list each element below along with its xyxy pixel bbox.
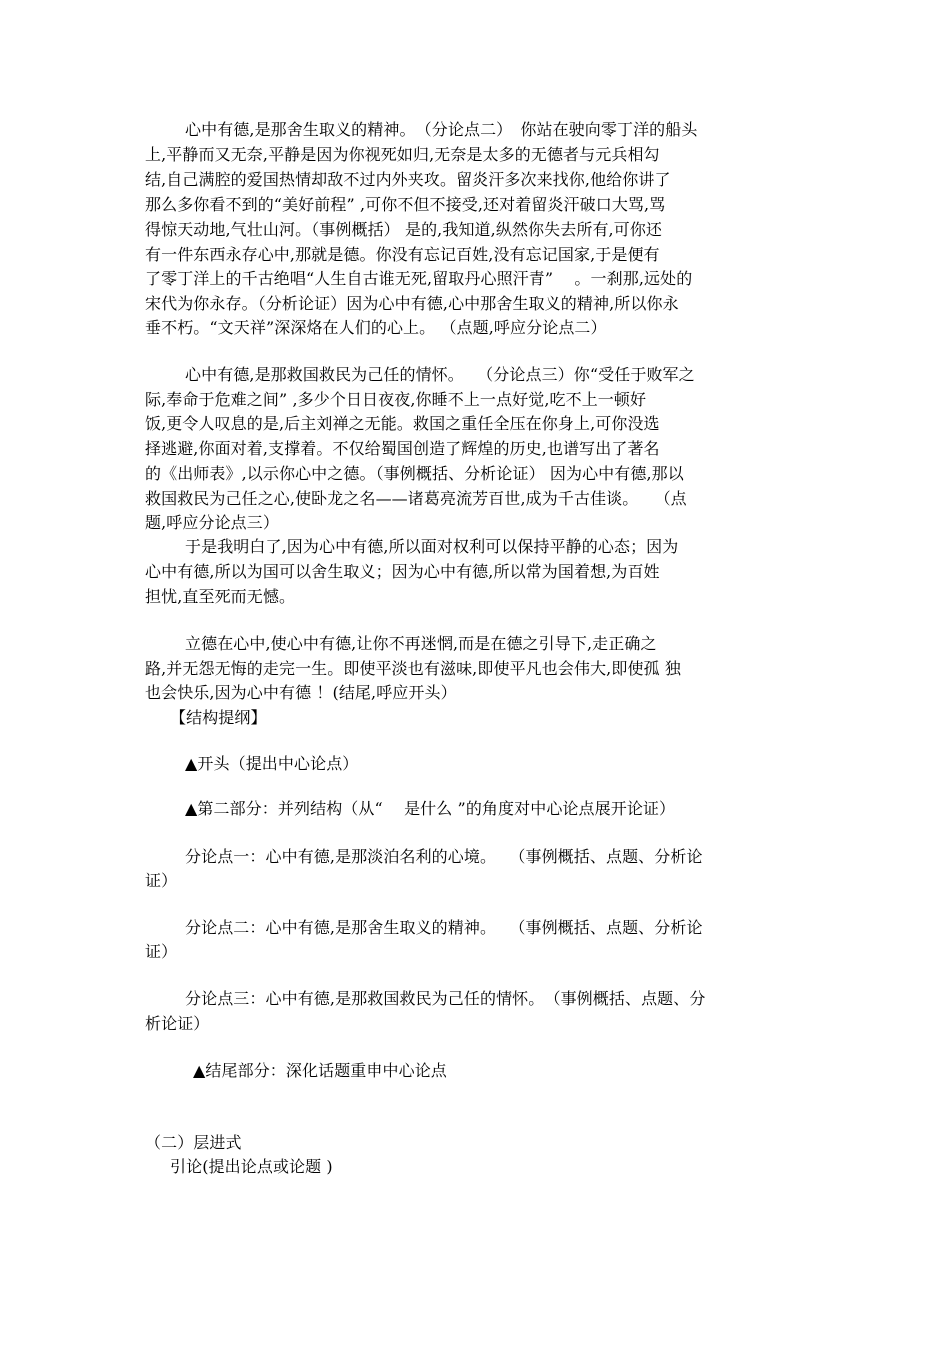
outline-item: 分论点一：心中有德,是那淡泊名利的心境。 （事例概括、点题、分析论 (185, 847, 703, 866)
outline-item: ▲开头（提出中心论点） (185, 754, 359, 773)
body-text-line: 的《出师表》,以示你心中之德。（事例概括、分析论证） 因为心中有德,那以 (145, 464, 684, 483)
body-text-line: 得惊天动地,气壮山河。（事例概括） 是的,我知道,纵然你失去所有,可你还 (145, 220, 663, 239)
body-text-line: 心中有德,所以为国可以舍生取义；因为心中有德,所以常为国着想,为百姓 (145, 562, 660, 581)
body-text-line: 结,自己满腔的爱国热情却敌不过内外夹攻。留炎汗多次来找你,他给你讲了 (145, 170, 671, 189)
outline-item: 分论点二：心中有德,是那舍生取义的精神。 （事例概括、点题、分析论 (185, 918, 703, 937)
outline-item: 析论证） (145, 1014, 210, 1033)
section-heading: 引论(提出论点或论题 ) (170, 1157, 333, 1176)
body-text-line: 有一件东西永存心中,那就是德。你没有忘记百姓,没有忘记国家,于是便有 (145, 245, 660, 264)
body-text-line: 际,奉命于危难之间” ,多少个日日夜夜,你睡不上一点好觉,吃不上一顿好 (145, 390, 647, 409)
body-text-line: 于是我明白了,因为心中有德,所以面对权利可以保持平静的心态；因为 (185, 537, 679, 556)
body-text-line: 那么多你看不到的“美好前程” ,可你不但不接受,还对着留炎汗破口大骂,骂 (145, 195, 666, 214)
outline-item: ▲结尾部分：深化话题重申中心论点 (193, 1061, 447, 1080)
outline-item: 证） (145, 871, 178, 890)
body-text-line: 垂不朽。“文天祥”深深烙在人们的心上。 （点题,呼应分论点二） (145, 318, 607, 337)
section-heading: 【结构提纲】 (170, 708, 267, 727)
body-text-line: 路,并无怨无悔的走完一生。即使平淡也有滋味,即使平凡也会伟大,即使孤 独 (145, 659, 681, 678)
outline-item: ▲第二部分：并列结构（从“ 是什么 ”的角度对中心论点展开论证） (185, 799, 676, 818)
body-text-line: 题,呼应分论点三） (145, 513, 279, 532)
body-text-line: 心中有德,是那救国救民为己任的情怀。 （分论点三）你“受任于败军之 (185, 365, 695, 384)
body-text-line: 宋代为你永存。（分析论证）因为心中有德,心中那舍生取义的精神,所以你永 (145, 294, 679, 313)
body-text-line: 了零丁洋上的千古绝唱“人生自古谁无死,留取丹心照汗青” 。一刹那,远处的 (145, 269, 693, 288)
section-heading: （二）层进式 (145, 1133, 242, 1152)
outline-item: 分论点三：心中有德,是那救国救民为己任的情怀。 （事例概括、点题、分 (185, 989, 706, 1008)
body-text-line: 饭,更令人叹息的是,后主刘禅之无能。救国之重任全压在你身上,可你没选 (145, 414, 660, 433)
body-text-line: 心中有德,是那舍生取义的精神。 （分论点二） 你站在驶向零丁洋的船头 (185, 120, 698, 139)
body-text-line: 担忧,直至死而无憾。 (145, 587, 296, 606)
body-text-line: 择逃避,你面对着,支撑着。不仅给蜀国创造了辉煌的历史,也谱写出了著名 (145, 439, 660, 458)
body-text-line: 立德在心中,使心中有德,让你不再迷惘,而是在德之引导下,走正确之 (185, 634, 657, 653)
body-text-line: 也会快乐,因为心中有德 ！(结尾,呼应开头） (145, 683, 457, 702)
outline-item: 证） (145, 942, 178, 961)
body-text-line: 上,平静而又无奈,平静是因为你视死如归,无奈是太多的无德者与元兵相勾 (145, 145, 660, 164)
body-text-line: 救国救民为己任之心,使卧龙之名——诸葛亮流芳百世,成为千古佳谈。 （点 (145, 489, 687, 508)
